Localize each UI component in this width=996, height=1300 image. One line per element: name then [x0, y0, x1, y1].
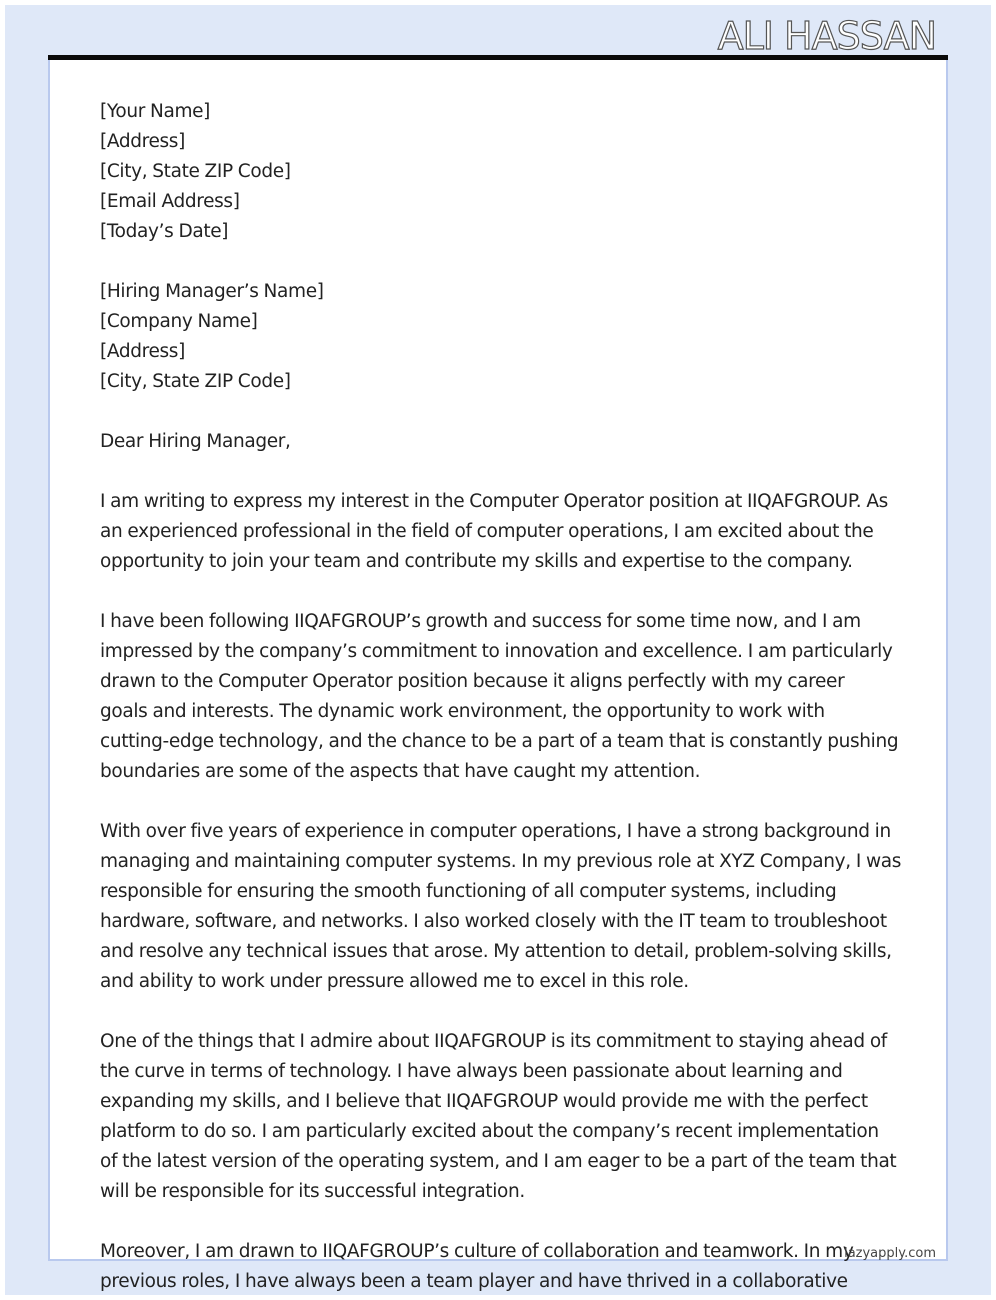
paragraph-line: expanding my skills, and I believe that IIQAFGROUP would provide me with the perfect	[100, 1091, 868, 1112]
paragraph-5	[100, 1237, 900, 1297]
paragraph-1	[100, 487, 900, 577]
paragraph-line: platform to do so. I am particularly excited about the company’s recent implementation	[100, 1121, 879, 1142]
paragraph-line: I have been following IIQAFGROUP’s growth and success for some time now, and I am	[100, 611, 861, 632]
paragraph-line: responsible for ensuring the smooth functioning of all computer systems, including	[100, 881, 837, 902]
paragraph-line: drawn to the Computer Operator position because it aligns perfectly with my career	[100, 671, 845, 692]
paragraph-line: an experienced professional in the field of computer operations, I am excited about the	[100, 521, 874, 542]
recipient-block	[100, 277, 900, 397]
paragraph-line: of the latest version of the operating system, and I am eager to be a part of the team that	[100, 1151, 897, 1172]
applicant-name-header: ALI HASSAN	[717, 14, 936, 58]
paragraph-line: Moreover, I am drawn to IIQAFGROUP’s culture of collaboration and teamwork. In my	[100, 1241, 854, 1262]
recipient-manager: [Hiring Manager’s Name]	[100, 281, 324, 302]
paragraph-line: impressed by the company’s commitment to innovation and excellence. I am particularly	[100, 641, 893, 662]
paragraph-line: boundaries are some of the aspects that have caught my attention.	[100, 761, 701, 782]
paragraph-2	[100, 607, 900, 787]
salutation: Dear Hiring Manager,	[100, 431, 291, 452]
paragraph-3	[100, 817, 900, 997]
paragraph-line: managing and maintaining computer systems. In my previous role at XYZ Company, I was	[100, 851, 902, 872]
recipient-company: [Company Name]	[100, 311, 258, 332]
paragraph-line: previous roles, I have always been a team player and have thrived in a collaborative	[100, 1271, 848, 1292]
letter-date: [Today’s Date]	[100, 221, 229, 242]
cover-letter-body	[100, 97, 900, 1297]
paragraph-line: One of the things that I admire about IIQAFGROUP is its commitment to staying ahead of	[100, 1031, 887, 1052]
paragraph-line: opportunity to join your team and contribute my skills and expertise to the company.	[100, 551, 853, 572]
sender-block	[100, 97, 900, 247]
paragraph-line: and resolve any technical issues that arose. My attention to detail, problem-solving skills,	[100, 941, 892, 962]
recipient-city: [City, State ZIP Code]	[100, 371, 291, 392]
paragraph-line: hardware, software, and networks. I also worked closely with the IT team to troubleshoot	[100, 911, 887, 932]
paragraph-line: With over five years of experience in computer operations, I have a strong background in	[100, 821, 891, 842]
sender-name: [Your Name]	[100, 101, 211, 122]
paragraph-line: and ability to work under pressure allowed me to excel in this role.	[100, 971, 689, 992]
paragraph-line: I am writing to express my interest in the Computer Operator position at IIQAFGROUP. As	[100, 491, 888, 512]
paragraph-line: the curve in terms of technology. I have always been passionate about learning and	[100, 1061, 843, 1082]
sender-email: [Email Address]	[100, 191, 240, 212]
paragraph-line: goals and interests. The dynamic work environment, the opportunity to work with	[100, 701, 825, 722]
watermark-link[interactable]: lazyapply.com	[844, 1246, 936, 1261]
sender-city: [City, State ZIP Code]	[100, 161, 291, 182]
sender-address: [Address]	[100, 131, 185, 152]
paragraph-4	[100, 1027, 900, 1207]
recipient-address: [Address]	[100, 341, 185, 362]
paragraph-line: will be responsible for its successful integration.	[100, 1181, 525, 1202]
paragraph-line: cutting-edge technology, and the chance to be a part of a team that is constantly pushing	[100, 731, 899, 752]
